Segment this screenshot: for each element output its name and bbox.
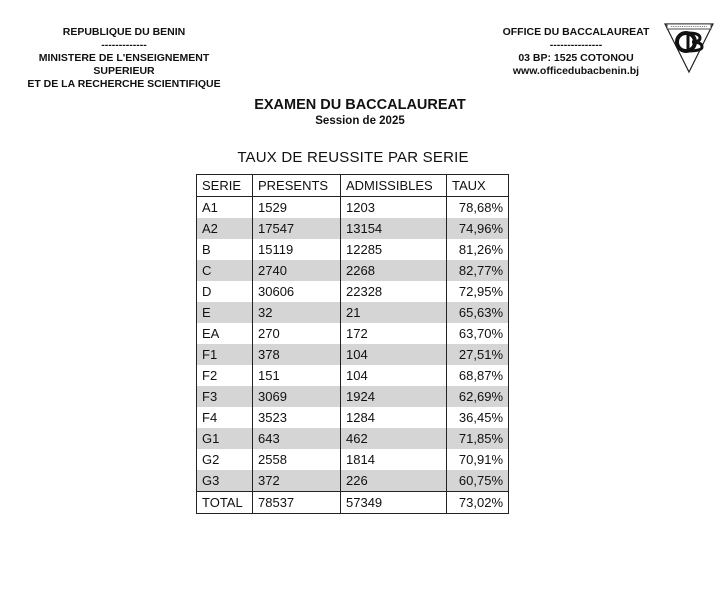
- header-admissibles: ADMISSIBLES: [341, 175, 447, 197]
- presents-cell: 3069: [253, 386, 341, 407]
- taux-cell: 62,69%: [447, 386, 509, 407]
- table-row: [197, 407, 509, 428]
- taux-cell: 81,26%: [447, 239, 509, 260]
- taux-cell: 71,85%: [447, 428, 509, 449]
- taux-cell: 36,45%: [447, 407, 509, 428]
- presents-cell: 15119: [253, 239, 341, 260]
- admissibles-cell: 104: [341, 365, 447, 386]
- header-serie: SERIE: [197, 175, 253, 197]
- serie-cell: F3: [197, 386, 253, 407]
- serie-cell: A2: [197, 218, 253, 239]
- admissibles-cell: 13154: [341, 218, 447, 239]
- serie-cell: C: [197, 260, 253, 281]
- total-row: [197, 492, 509, 514]
- presents-cell: 643: [253, 428, 341, 449]
- presents-cell: 270: [253, 323, 341, 344]
- serie-cell: A1: [197, 197, 253, 219]
- presents-cell: 2558: [253, 449, 341, 470]
- admissibles-cell: 22328: [341, 281, 447, 302]
- total-admissibles-cell: 57349: [341, 492, 447, 514]
- presents-cell: 30606: [253, 281, 341, 302]
- admissibles-cell: 226: [341, 470, 447, 492]
- table-row: [197, 302, 509, 323]
- table-row: [197, 218, 509, 239]
- table-row: [197, 239, 509, 260]
- admissibles-cell: 12285: [341, 239, 447, 260]
- table-row: [197, 344, 509, 365]
- presents-cell: 151: [253, 365, 341, 386]
- taux-cell: 60,75%: [447, 470, 509, 492]
- taux-cell: 78,68%: [447, 197, 509, 219]
- table-row: [197, 470, 509, 492]
- presents-cell: 2740: [253, 260, 341, 281]
- admissibles-cell: 462: [341, 428, 447, 449]
- taux-cell: 27,51%: [447, 344, 509, 365]
- taux-cell: 68,87%: [447, 365, 509, 386]
- serie-cell: D: [197, 281, 253, 302]
- header-separator: ---------------: [549, 39, 603, 51]
- taux-cell: 63,70%: [447, 323, 509, 344]
- serie-cell: G3: [197, 470, 253, 492]
- office-name: OFFICE DU BACCALAUREAT: [502, 26, 650, 38]
- table-row: [197, 386, 509, 407]
- presents-cell: 17547: [253, 218, 341, 239]
- taux-cell: 74,96%: [447, 218, 509, 239]
- serie-cell: G2: [197, 449, 253, 470]
- table-row: [197, 197, 509, 219]
- office-header: [490, 26, 662, 78]
- serie-cell: EA: [197, 323, 253, 344]
- table-row: [197, 365, 509, 386]
- taux-cell: 82,77%: [447, 260, 509, 281]
- office-website: www.officedubacbenin.bj: [512, 65, 640, 77]
- taux-cell: 72,95%: [447, 281, 509, 302]
- results-table: [196, 174, 509, 514]
- total-taux-cell: 73,02%: [447, 492, 509, 514]
- ministry-name-line3: ET DE LA RECHERCHE SCIENTIFIQUE: [27, 78, 221, 90]
- admissibles-cell: 2268: [341, 260, 447, 281]
- admissibles-cell: 1284: [341, 407, 447, 428]
- presents-cell: 1529: [253, 197, 341, 219]
- header-separator: -------------: [101, 39, 147, 51]
- exam-title: EXAMEN DU BACCALAUREAT: [254, 97, 466, 113]
- ministry-name-line1: MINISTERE DE L'ENSEIGNEMENT: [38, 52, 210, 64]
- presents-cell: 3523: [253, 407, 341, 428]
- ministry-name-line2: SUPERIEUR: [93, 65, 155, 77]
- table-row: [197, 260, 509, 281]
- total-presents-cell: 78537: [253, 492, 341, 514]
- table-row: [197, 428, 509, 449]
- serie-cell: G1: [197, 428, 253, 449]
- table-row: [197, 281, 509, 302]
- table-title: TAUX DE REUSSITE PAR SERIE: [237, 149, 469, 166]
- taux-cell: 65,63%: [447, 302, 509, 323]
- serie-cell: F2: [197, 365, 253, 386]
- admissibles-cell: 1814: [341, 449, 447, 470]
- table-header-row: [197, 175, 509, 197]
- total-serie-cell: TOTAL: [197, 492, 253, 514]
- table-body: [197, 197, 509, 514]
- header-presents: PRESENTS: [253, 175, 341, 197]
- presents-cell: 378: [253, 344, 341, 365]
- office-address: 03 BP: 1525 COTONOU: [518, 52, 634, 64]
- office-du-baccalaureat-logo: [662, 20, 716, 74]
- country-name: REPUBLIQUE DU BENIN: [62, 26, 186, 38]
- admissibles-cell: 1924: [341, 386, 447, 407]
- header-taux: TAUX: [447, 175, 509, 197]
- ministry-header: [8, 26, 240, 91]
- exam-session: Session de 2025: [315, 115, 405, 127]
- serie-cell: F1: [197, 344, 253, 365]
- admissibles-cell: 21: [341, 302, 447, 323]
- serie-cell: F4: [197, 407, 253, 428]
- serie-cell: B: [197, 239, 253, 260]
- table-row: [197, 449, 509, 470]
- admissibles-cell: 1203: [341, 197, 447, 219]
- table-row: [197, 323, 509, 344]
- presents-cell: 372: [253, 470, 341, 492]
- admissibles-cell: 172: [341, 323, 447, 344]
- taux-cell: 70,91%: [447, 449, 509, 470]
- presents-cell: 32: [253, 302, 341, 323]
- serie-cell: E: [197, 302, 253, 323]
- admissibles-cell: 104: [341, 344, 447, 365]
